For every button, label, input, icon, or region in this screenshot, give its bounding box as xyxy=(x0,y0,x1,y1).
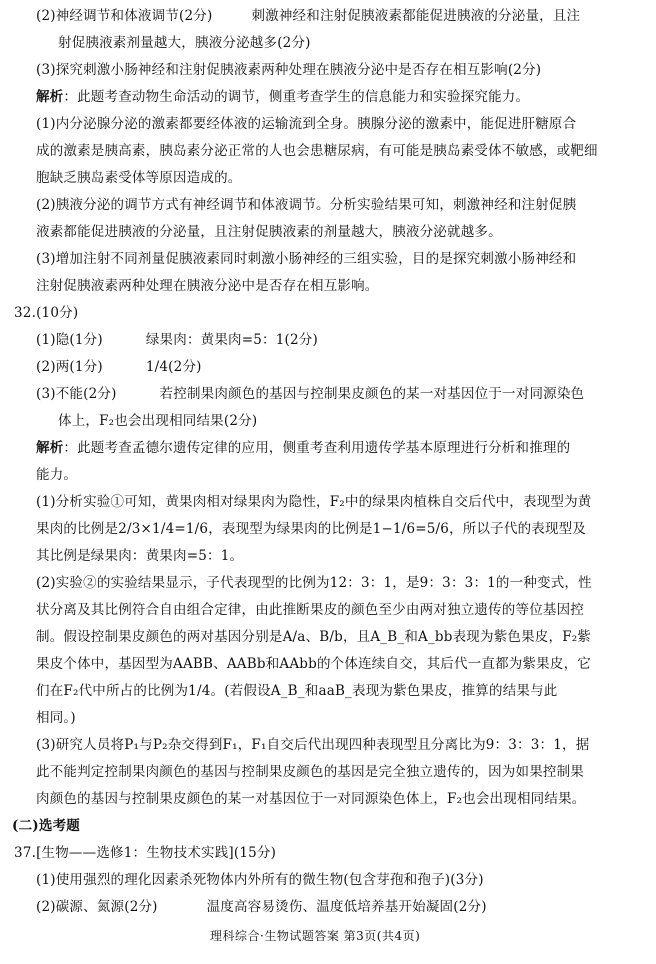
analysis-32 xyxy=(36,438,570,458)
analysis-line: 成的激素是胰高素，胰岛素分泌正常的人也会患糖尿病，有可能是胰岛素受体不敏感，或靶细 xyxy=(36,143,598,159)
analysis-line: 相同。) xyxy=(36,710,76,726)
answer-detail: 刺激神经和注射促胰液素都能促进胰液的分泌量，且注 xyxy=(251,8,581,24)
answer-32-2 xyxy=(36,357,202,377)
answer-detail: 绿果肉：黄果肉=5：1(2分) xyxy=(145,332,318,348)
answer-detail: 若控制果肉颜色的基因与控制果皮颜色的某一对基因位于一对同源染色 xyxy=(159,386,585,402)
answer-label: (3)不能(2分) xyxy=(36,386,117,402)
answer-31-3: (3)探究刺激小肠神经和注射促胰液素两种处理在胰液分泌中是否存在相互影响(2分) xyxy=(36,62,542,78)
answer-label: (2)碳源、氮源(2分) xyxy=(36,899,158,915)
analysis-lead: 解析 xyxy=(36,440,64,456)
answer-line: 体上，F₂也会出现相同结果(2分) xyxy=(58,413,258,429)
analysis-line: 果皮个体中，基因型为AABB、AABb和AAbb的个体连续自交，其后代一直都为紫果皮，它 xyxy=(36,656,591,672)
analysis-line: (3)增加注射不同剂量促胰液素同时刺激小肠神经的三组实验，目的是探究刺激小肠神经和 xyxy=(36,251,577,267)
answer-detail: 1/4(2分) xyxy=(145,359,202,375)
answer-line: 射促胰液素剂量越大，胰液分泌越多(2分) xyxy=(58,35,311,51)
analysis-lead: 解析 xyxy=(36,89,64,105)
analysis-line: 能力。 xyxy=(36,467,78,483)
answer-31-2 xyxy=(36,6,580,26)
question-37-header: 37.[生物——选修1：生物技术实践](15分) xyxy=(14,845,277,861)
answer-label: (2)神经调节和体液调节(2分) xyxy=(36,8,213,24)
question-32-header: 32.(10分) xyxy=(14,305,79,321)
analysis-line: 状分离及其比例符合自由组合定律，由此推断果皮的颜色至少由两对独立遗传的等位基因控 xyxy=(36,602,584,618)
section-title-elective: (二)选考题 xyxy=(12,818,80,834)
analysis-line: 制。假设控制果皮颜色的两对基因分别是A/a、B/b，且A_B_和A_bb表现为紫色果皮，F₂紫 xyxy=(36,629,592,645)
analysis-line: (2)实验②的实验结果显示，子代表现型的比例为12：3：1，是9：3：3：1的一种变式，性 xyxy=(36,575,592,591)
analysis-line: (3)研究人员将P₁与P₂杂交得到F₁，F₁自交后代出现四种表现型且分离比为9：3：3：1，据 xyxy=(36,737,590,753)
analysis-line: 果肉的比例是2/3×1/4=1/6，表现型为绿果肉的比例是1−1/6=5/6，所以子代的表现型及 xyxy=(36,521,587,537)
analysis-31 xyxy=(36,87,529,107)
answer-32-3 xyxy=(36,384,584,404)
analysis-line: 此不能判定控制果肉颜色的基因与控制果皮颜色的基因是完全独立遗传的，因为如果控制果 xyxy=(36,764,584,780)
analysis-line: 其比例是绿果肉：黄果肉=5：1。 xyxy=(36,548,244,564)
analysis-line: 胞缺乏胰岛素受体等原因造成的。 xyxy=(36,170,242,186)
analysis-line: (2)胰液分泌的调节方式有神经调节和体液调节。分析实验结果可知，刺激神经和注射促胰 xyxy=(36,197,577,213)
analysis-line: 们在F₂代中所占的比例为1/4。(若假设A_B_和aaB_表现为紫色果皮，推算的结果与此 xyxy=(36,683,558,699)
answer-label: (2)两(1分) xyxy=(36,359,103,375)
analysis-line: 液素都能促进胰液的分泌量，且注射促胰液素的剂量越大，胰液分泌就越多。 xyxy=(36,224,502,240)
answer-32-1 xyxy=(36,330,318,350)
analysis-line: 肉颜色的基因与控制果皮颜色的某一对基因位于一对同源染色体上，F₂也会出现相同结果。 xyxy=(36,791,586,807)
analysis-line: (1)分析实验①可知，黄果肉相对绿果肉为隐性，F₂中的绿果肉植株自交后代中，表现型为黄 xyxy=(36,494,592,510)
analysis-line: (1)内分泌腺分泌的激素都要经体液的运输流到全身。胰腺分泌的激素中，能促进肝糖原合 xyxy=(36,116,577,132)
analysis-text: ：此题考查孟德尔遗传定律的应用，侧重考查利用遗传学基本原理进行分析和推理的 xyxy=(63,440,571,456)
analysis-text: ：此题考查动物生命活动的调节，侧重考查学生的信息能力和实验探究能力。 xyxy=(63,89,530,105)
answer-37-2 xyxy=(36,897,487,917)
answer-detail: 温度高容易烫伤、温度低培养基开始凝固(2分) xyxy=(206,899,487,915)
analysis-line: 注射促胰液素两种处理在胰液分泌中是否存在相互影响。 xyxy=(36,278,379,294)
answer-37-1: (1)使用强烈的理化因素杀死物体内外所有的微生物(包含芽孢和孢子)(3分) xyxy=(36,872,484,888)
page-footer: 理科综合·生物试题答案 第3页(共4页) xyxy=(210,929,421,943)
answer-label: (1)隐(1分) xyxy=(36,332,103,348)
